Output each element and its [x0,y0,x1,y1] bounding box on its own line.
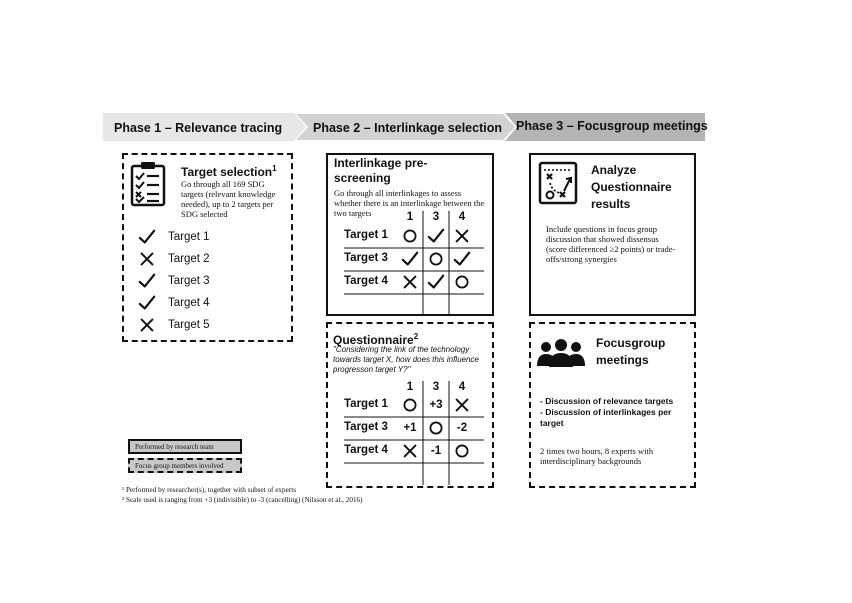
checkmark-icon [427,227,445,245]
questionnaire-title: Questionnaire$^2$ [333,332,419,347]
strategy-board-icon [538,161,580,207]
phase1-label: Phase 1 – Relevance tracing [114,121,283,135]
phase2-label: Phase 2 – Interlinkage selection [313,121,502,135]
target-label: Target 3 [168,275,210,287]
matrix-cell: +1 [403,422,417,434]
legend-research-team: Performed by research team [128,439,242,454]
analyze-title: Analyze Questionnaire results [591,163,672,211]
focusgroup-title: Focusgroup meetings [596,336,666,367]
circle-icon [427,250,445,268]
footnote-1: ¹ Performed by researcher(s), together with subset of experts [122,486,296,494]
matrix-cell: -1 [430,445,442,457]
column-header: 3 [432,381,440,393]
row-label: Target 3 [344,421,388,433]
matrix-cell: -2 [456,422,468,434]
checkmark-icon [138,228,156,246]
circle-icon [427,419,445,437]
matrix-cell [449,271,475,293]
circle-icon [453,273,471,291]
matrix-cell [423,417,449,439]
target-item [138,251,210,267]
focusgroup-bullets: - Discussion of relevance targets - Discussion of interlinkages per target [540,396,674,428]
cross-icon [138,316,156,334]
analyze-desc: Include questions in focus group discussion that showed dissensus (score differenced ≥2 points) or trade-offs/strong synergies [546,224,676,264]
footnote-2: ² Scale used is ranging from +3 (indivisible) to -3 (cancelling) (Nilsson et al., 2016) [122,496,363,504]
row-label: Target 3 [344,252,388,264]
clipboard-checklist-icon [130,161,166,207]
matrix-cell [449,394,475,416]
matrix-cell [423,271,449,293]
checkmark-icon [401,250,419,268]
checkmark-icon [427,273,445,291]
matrix-cell [449,248,475,270]
matrix-cell [397,248,423,270]
matrix-cell: +3 [429,399,443,411]
target-item [138,317,210,333]
checkmark-icon [453,250,471,268]
cross-icon [453,396,471,414]
column-header: 1 [406,211,414,223]
column-header: 4 [458,211,466,223]
cross-icon [401,273,419,291]
row-label: Target 1 [344,229,388,241]
column-header: 1 [406,381,414,393]
target-selection-box [122,153,293,342]
prescreening-box [326,153,494,316]
matrix-cell [449,440,475,462]
checkmark-icon [138,294,156,312]
cross-icon [453,227,471,245]
target-selection-desc: Go through all 169 SDG targets (relevant knowledge needed), up to 2 targets per SDG selected [181,179,276,219]
legend-focus-group: Focus group members involved [128,458,242,473]
circle-icon [401,396,419,414]
column-header: 4 [458,381,466,393]
matrix-cell [423,248,449,270]
target-label: Target 5 [168,319,210,331]
target-item [138,273,210,289]
cross-icon [138,250,156,268]
focusgroup-desc: 2 times two hours, 8 experts with interdisciplinary backgrounds [540,446,654,466]
questionnaire-matrix [344,381,492,485]
prescreening-matrix [344,211,492,315]
row-label: Target 1 [344,398,388,410]
matrix-cell [449,225,475,247]
group-people-icon [536,338,586,368]
matrix-cell [397,225,423,247]
target-label: Target 4 [168,297,210,309]
matrix-cell [397,394,423,416]
cross-icon [401,442,419,460]
target-label: Target 1 [168,231,210,243]
questionnaire-quote: "Considering the link of the technology towards target X, how does this influence progresson target Y?" [333,345,479,374]
target-item [138,295,210,311]
row-label: Target 4 [344,275,388,287]
phase3-label: Phase 3 – Focusgroup meetings [516,119,708,133]
circle-icon [401,227,419,245]
checkmark-icon [138,272,156,290]
target-selection-title: Target selection$^1$ [181,164,277,179]
matrix-cell [397,440,423,462]
questionnaire-box [326,322,494,488]
target-label: Target 2 [168,253,210,265]
row-label: Target 4 [344,444,388,456]
prescreening-title: Interlinkage pre- screening [334,156,428,185]
column-header: 3 [432,211,440,223]
matrix-cell [397,271,423,293]
matrix-cell [423,225,449,247]
target-item [138,229,210,245]
circle-icon [453,442,471,460]
focusgroup-box [529,322,696,488]
prescreening-desc: Go through all interlinkages to assess whether there is an interlinkage between the two targets [334,188,485,218]
analyze-box [529,153,696,316]
